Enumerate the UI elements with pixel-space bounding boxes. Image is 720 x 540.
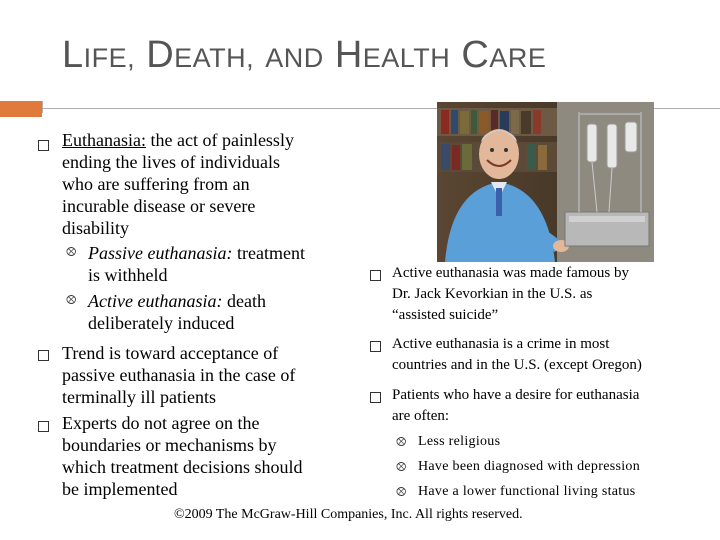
left-bullet-euthanasia: [62, 129, 352, 239]
title-cap-l: L: [62, 34, 84, 76]
term-passive: Passive euthanasia:: [88, 243, 233, 263]
x-circle-icon: ⮾: [396, 435, 407, 450]
title-cap-h: H: [334, 34, 363, 76]
right-sub-religious: Less religious: [418, 434, 501, 449]
x-circle-icon: ⮾: [66, 245, 77, 260]
text-line: ending the lives of individuals: [62, 152, 280, 172]
right-bullet-patients: [392, 385, 712, 427]
text-line: passive euthanasia in the case of: [62, 365, 296, 385]
photo-illustration: [437, 102, 654, 262]
x-circle-icon: ⮾: [396, 485, 407, 500]
title-rest-l: IFE,: [83, 43, 136, 73]
title-rest-d: EATH,: [174, 43, 255, 73]
x-circle-icon: ⮾: [66, 293, 77, 308]
left-sub-active: [88, 290, 348, 334]
text-line: disability: [62, 218, 129, 238]
text-line: are often:: [392, 408, 450, 424]
text-line: who are suffering from an: [62, 174, 250, 194]
text-line: Active euthanasia was made famous by: [392, 265, 630, 281]
text-line: treatment: [236, 243, 305, 263]
text-line: is withheld: [88, 265, 168, 285]
accent-bar: [0, 101, 42, 117]
square-bullet-icon: [38, 140, 49, 151]
square-bullet-icon: [38, 421, 49, 432]
title-rest-h: EALTH: [362, 43, 451, 73]
text-line: deliberately induced: [88, 313, 235, 333]
x-circle-icon: ⮾: [396, 460, 407, 475]
text-line: Trend is toward acceptance of: [62, 343, 279, 363]
copyright-footer: ©2009 The McGraw-Hill Companies, Inc. All rights reserved.: [174, 507, 523, 522]
text-line: terminally ill patients: [62, 387, 216, 407]
text-line: be implemented: [62, 479, 178, 499]
right-sub-functional: Have a lower functional living status: [418, 484, 636, 499]
text-line: the act of painlessly: [150, 130, 294, 150]
text-line: death: [226, 291, 266, 311]
text-line: Experts do not agree on the: [62, 413, 260, 433]
title-cap-d: D: [146, 34, 175, 76]
text-line: boundaries or mechanisms by: [62, 435, 277, 455]
text-line: “assisted suicide”: [392, 307, 499, 323]
square-bullet-icon: [38, 350, 49, 361]
text-line: Active euthanasia is a crime in most: [392, 336, 610, 352]
title-cap-c: C: [461, 34, 490, 76]
title-rest-c: ARE: [489, 43, 547, 73]
left-sub-passive: [88, 242, 348, 286]
term-euthanasia: Euthanasia:: [62, 130, 146, 150]
text-line: which treatment decisions should: [62, 457, 303, 477]
text-line: incurable disease or severe: [62, 196, 256, 216]
title-divider-tick: [42, 101, 43, 113]
text-line: Patients who have a desire for euthanasia: [392, 387, 640, 403]
left-bullet-trend: [62, 342, 352, 408]
right-bullet-kevorkian: [392, 263, 712, 326]
square-bullet-icon: [370, 392, 381, 403]
slide-title: [62, 34, 546, 77]
left-bullet-experts: [62, 412, 352, 500]
right-sub-depression: Have been diagnosed with depression: [418, 459, 640, 474]
title-and: AND: [265, 43, 324, 73]
term-active: Active euthanasia:: [88, 291, 223, 311]
kevorkian-photo: [437, 102, 654, 262]
text-line: countries and in the U.S. (except Oregon): [392, 357, 642, 373]
right-bullet-crime: [392, 334, 712, 376]
text-line: Dr. Jack Kevorkian in the U.S. as: [392, 286, 593, 302]
square-bullet-icon: [370, 270, 381, 281]
square-bullet-icon: [370, 341, 381, 352]
